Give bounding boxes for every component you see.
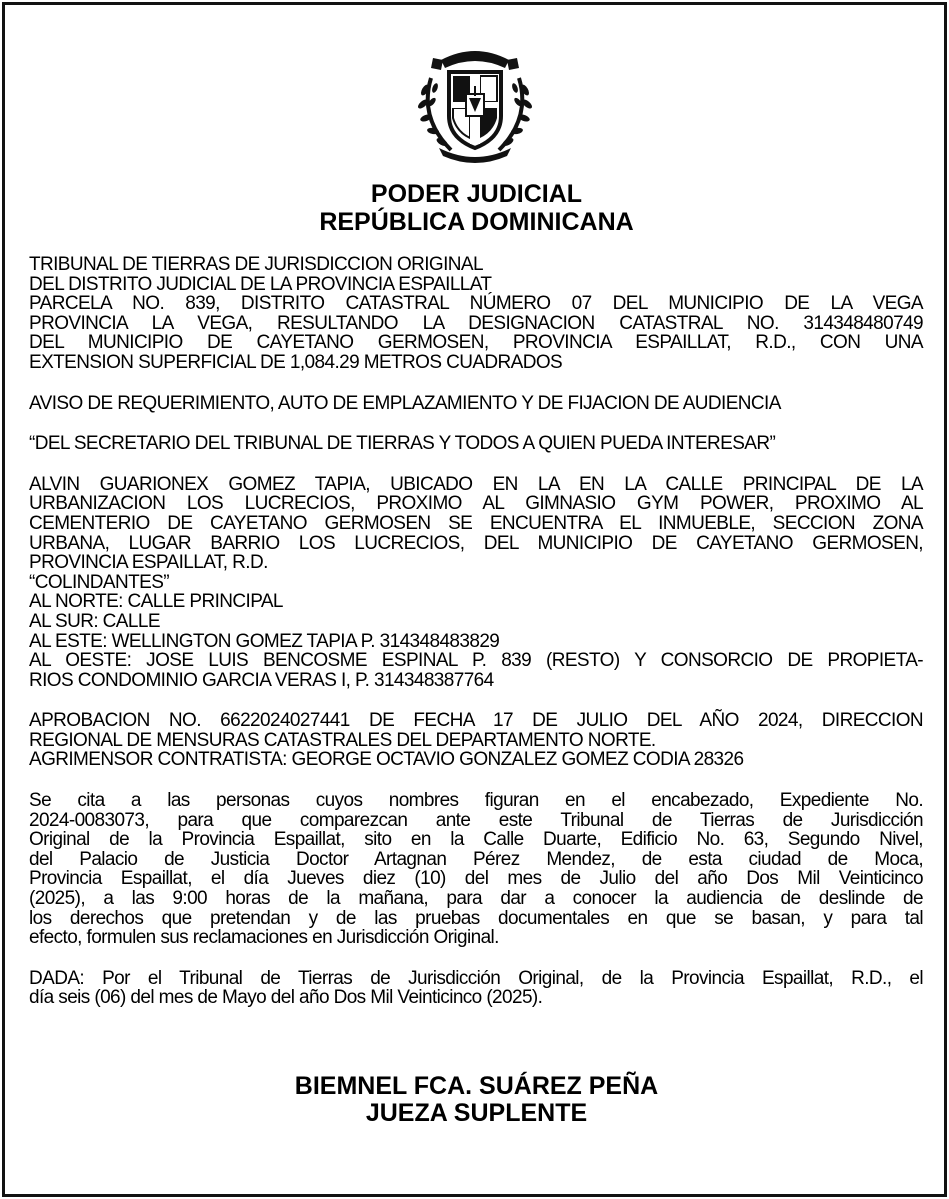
- approval-block: [29, 711, 923, 770]
- given-block: [29, 969, 923, 1008]
- location-line: ALVIN GUARIONEX GOMEZ TAPIA, UBICADO EN LA EN LA CALLE PRINCIPAL DE LA: [29, 473, 923, 495]
- parcel-line: DEL MUNICIPIO DE CAYETANO GERMOSEN, PROVINCIA ESPAILLAT, R.D., CON UNA: [29, 332, 923, 354]
- citation-block: [29, 791, 923, 948]
- boundary-west-cont: RIOS CONDOMINIO GARCIA VERAS I, P. 314348387764: [29, 669, 494, 691]
- location-block: [29, 475, 923, 691]
- citation-line: efecto, formulen sus reclamaciones en Jurisdicción Original.: [29, 927, 499, 949]
- parcel-line: DEL DISTRITO JUDICIAL DE LA PROVINCIA ESPAILLAT: [29, 273, 492, 295]
- citation-line: Original de la Provincia Espaillat, sito en la Calle Duarte, Edificio No. 63, Segundo Nivel,: [29, 829, 923, 851]
- citation-line: los derechos que pretendan y de las pruebas documentales en que se basan, y para tal: [29, 907, 923, 929]
- judge-title: JUEZA SUPLENTE: [365, 1099, 588, 1127]
- location-line: URBANIZACION LOS LUCRECIOS, PROXIMO AL GIMNASIO GYM POWER, PROXIMO AL: [29, 493, 923, 515]
- citation-line: Provincia Espaillat, el día Jueves diez (10) del mes de Julio del año Dos Mil Veinticinco: [29, 868, 923, 890]
- boundary-south: AL SUR: CALLE: [29, 610, 160, 632]
- parcel-line: TRIBUNAL DE TIERRAS DE JURISDICCION ORIGINAL: [29, 254, 483, 275]
- citation-line: del Palacio de Justicia Doctor Artagnan Pérez Mendez, de esta ciudad de Moca,: [29, 848, 923, 870]
- coat-of-arms-icon: [411, 38, 539, 166]
- citation-line: 2024-0083073, para que comparezcan ante este Tribunal de Tierras de Jurisdicción: [29, 809, 923, 831]
- notice-title: AVISO DE REQUERIMIENTO, AUTO DE EMPLAZAMIENTO Y DE FIJACION DE AUDIENCIA: [29, 392, 781, 414]
- colindantes-label: “COLINDANTES”: [29, 571, 169, 593]
- header-line-1: PODER JUDICIAL: [370, 180, 583, 208]
- approval-line: REGIONAL DE MENSURAS CATASTRALES DEL DEPARTAMENTO NORTE.: [29, 729, 656, 751]
- approval-line: APROBACION NO. 6622024027441 DE FECHA 17 DE JULIO DEL AÑO 2024, DIRECCION: [29, 710, 923, 732]
- header: [5, 180, 948, 236]
- parcel-block: [29, 255, 923, 373]
- location-line: PROVINCIA ESPAILLAT, R.D.: [29, 552, 268, 574]
- boundary-north: AL NORTE: CALLE PRINCIPAL: [29, 591, 283, 613]
- notice-body: [29, 255, 923, 1008]
- citation-line: (2025), a las 9:00 horas de la mañana, para dar a conocer la audiencia de deslinde de: [29, 888, 923, 910]
- location-line: URBANA, LUGAR BARRIO LOS LUCRECIOS, DEL MUNICIPIO DE CAYETANO GERMOSEN,: [29, 532, 923, 554]
- citation-line: Se cita a las personas cuyos nombres figuran en el encabezado, Expediente No.: [29, 790, 923, 812]
- approval-line: AGRIMENSOR CONTRATISTA: GEORGE OCTAVIO GONZALEZ GOMEZ CODIA 28326: [29, 749, 744, 771]
- judge-name: BIEMNEL FCA. SUÁREZ PEÑA: [294, 1072, 659, 1100]
- location-line: CEMENTERIO DE CAYETANO GERMOSEN SE ENCUENTRA EL INMUEBLE, SECCION ZONA: [29, 512, 923, 534]
- given-line: día seis (06) del mes de Mayo del año Dos Mil Veinticinco (2025).: [29, 987, 543, 1009]
- notice-frame: [2, 2, 947, 1197]
- signature-block: [5, 1073, 948, 1127]
- parcel-line: PARCELA NO. 839, DISTRITO CATASTRAL NÚMERO 07 DEL MUNICIPIO DE LA VEGA: [29, 293, 923, 315]
- given-line: DADA: Por el Tribunal de Tierras de Jurisdicción Original, de la Provincia Espaillat, R.D., el: [29, 967, 923, 989]
- parcel-line: EXTENSION SUPERFICIAL DE 1,084.29 METROS CUADRADOS: [29, 351, 563, 373]
- boundary-east: AL ESTE: WELLINGTON GOMEZ TAPIA P. 314348483829: [29, 630, 500, 652]
- boundary-west: AL OESTE: JOSE LUIS BENCOSME ESPINAL P. 839 (RESTO) Y CONSORCIO DE PROPIETA-: [29, 650, 923, 672]
- addressed-to: “DEL SECRETARIO DEL TRIBUNAL DE TIERRAS Y TODOS A QUIEN PUEDA INTERESAR”: [29, 433, 776, 455]
- header-line-2: REPÚBLICA DOMINICANA: [319, 208, 634, 236]
- parcel-line: PROVINCIA LA VEGA, RESULTANDO LA DESIGNACION CATASTRAL NO. 314348480749: [29, 312, 923, 334]
